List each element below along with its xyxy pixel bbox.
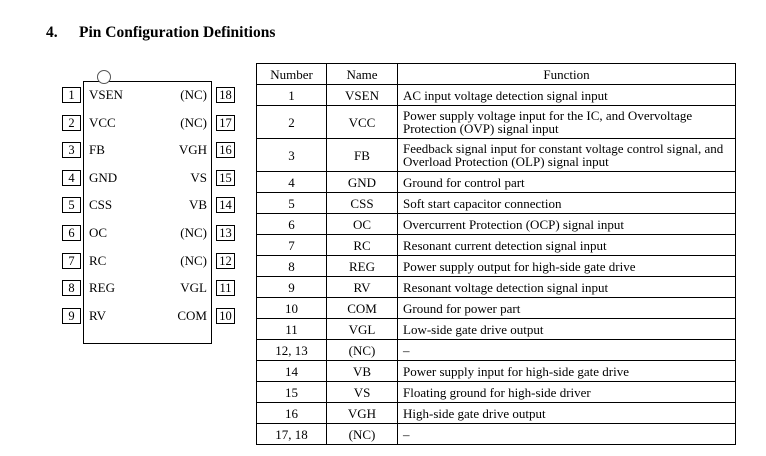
pin-number-box: 7 [62, 253, 81, 269]
header-number: Number [257, 64, 327, 85]
pin-name-label: FB [89, 142, 105, 157]
cell-name: VS [327, 382, 398, 403]
pin-name-label: CSS [89, 197, 113, 212]
cell-number: 4 [257, 172, 327, 193]
pin-number-box: 4 [62, 170, 81, 186]
cell-function: – [398, 424, 736, 445]
table-row [257, 319, 736, 340]
cell-name: COM [327, 298, 398, 319]
table-row [257, 361, 736, 382]
cell-name: VSEN [327, 85, 398, 106]
table-row [257, 424, 736, 445]
cell-function: Ground for power part [398, 298, 736, 319]
pin-number-box: 18 [216, 87, 235, 103]
pin-number-box: 1 [62, 87, 81, 103]
cell-name: RV [327, 277, 398, 298]
cell-name: FB [327, 139, 398, 172]
pin-name-label: RV [89, 308, 107, 323]
pin-name-label: COM [177, 308, 207, 323]
cell-name: CSS [327, 193, 398, 214]
ic-pinout-diagram [0, 0, 250, 360]
table-row [257, 106, 736, 139]
pin-name-label: (NC) [180, 115, 207, 130]
cell-name: VGH [327, 403, 398, 424]
pin-number-box: 6 [62, 225, 81, 241]
table-row [257, 139, 736, 172]
cell-function: Resonant current detection signal input [398, 235, 736, 256]
table-row [257, 193, 736, 214]
pin-name-label: GND [89, 170, 118, 185]
pin-number-box: 14 [216, 197, 235, 213]
cell-name: VCC [327, 106, 398, 139]
cell-function: Ground for control part [398, 172, 736, 193]
pin-definition-table [256, 63, 736, 445]
cell-name: VB [327, 361, 398, 382]
pin-name-label: VB [188, 197, 207, 212]
section-title: Pin Configuration Definitions [79, 24, 276, 41]
cell-function: Feedback signal input for constant voltage control signal, and Overload Protection (OLP) signal input [398, 139, 736, 172]
pin-name-label: VCC [89, 115, 116, 130]
table-row [257, 298, 736, 319]
cell-number: 5 [257, 193, 327, 214]
cell-name: (NC) [327, 340, 398, 361]
cell-number: 1 [257, 85, 327, 106]
pin-name-label: VS [190, 170, 207, 185]
cell-number: 6 [257, 214, 327, 235]
pin-number-box: 9 [62, 308, 81, 324]
cell-function: Low-side gate drive output [398, 319, 736, 340]
pin-name-label: (NC) [180, 87, 207, 102]
cell-name: VGL [327, 319, 398, 340]
cell-number: 10 [257, 298, 327, 319]
cell-number: 17, 18 [257, 424, 327, 445]
header-name: Name [327, 64, 398, 85]
pin-number-box: 12 [216, 253, 235, 269]
pin-number-box: 13 [216, 225, 235, 241]
cell-number: 2 [257, 106, 327, 139]
table-row [257, 214, 736, 235]
cell-name: GND [327, 172, 398, 193]
pin-name-label: (NC) [180, 253, 207, 268]
table-row [257, 340, 736, 361]
cell-name: RC [327, 235, 398, 256]
table-row [257, 277, 736, 298]
table-row [257, 256, 736, 277]
cell-function: Resonant voltage detection signal input [398, 277, 736, 298]
table-row [257, 403, 736, 424]
header-function: Function [398, 64, 736, 85]
pin-number-box: 16 [216, 142, 235, 158]
table-row [257, 172, 736, 193]
pin-number-box: 3 [62, 142, 81, 158]
cell-name: OC [327, 214, 398, 235]
pin-number-box: 8 [62, 280, 81, 296]
table-row [257, 235, 736, 256]
pin-number-box: 15 [216, 170, 235, 186]
pin-number-box: 5 [62, 197, 81, 213]
pin1-marker-circle [97, 70, 111, 84]
cell-function: AC input voltage detection signal input [398, 85, 736, 106]
pin-number-box: 2 [62, 115, 81, 131]
cell-number: 8 [257, 256, 327, 277]
table-header-row [257, 64, 736, 85]
pin-name-label: RC [89, 253, 107, 268]
pin-number-box: 10 [216, 308, 235, 324]
cell-number: 9 [257, 277, 327, 298]
cell-function: Power supply output for high-side gate drive [398, 256, 736, 277]
pin-name-label: VGL [180, 280, 207, 295]
pin-name-label: VSEN [89, 87, 123, 102]
cell-number: 12, 13 [257, 340, 327, 361]
pin-name-label: VGH [178, 142, 207, 157]
cell-function: Soft start capacitor connection [398, 193, 736, 214]
cell-function: Overcurrent Protection (OCP) signal input [398, 214, 736, 235]
pin-number-box: 17 [216, 115, 235, 131]
cell-function: High-side gate drive output [398, 403, 736, 424]
pin-name-label: OC [89, 225, 108, 240]
table-row [257, 382, 736, 403]
cell-number: 15 [257, 382, 327, 403]
cell-number: 16 [257, 403, 327, 424]
pin-number-box: 11 [216, 280, 235, 296]
cell-number: 11 [257, 319, 327, 340]
table-row [257, 85, 736, 106]
cell-number: 7 [257, 235, 327, 256]
cell-number: 14 [257, 361, 327, 382]
cell-function: – [398, 340, 736, 361]
pin-name-label: (NC) [180, 225, 207, 240]
pin-name-label: REG [89, 280, 115, 295]
cell-number: 3 [257, 139, 327, 172]
cell-name: (NC) [327, 424, 398, 445]
section-number: 4. [46, 24, 58, 41]
cell-function: Floating ground for high-side driver [398, 382, 736, 403]
cell-function: Power supply input for high-side gate drive [398, 361, 736, 382]
cell-name: REG [327, 256, 398, 277]
cell-function: Power supply voltage input for the IC, and Overvoltage Protection (OVP) signal input [398, 106, 736, 139]
